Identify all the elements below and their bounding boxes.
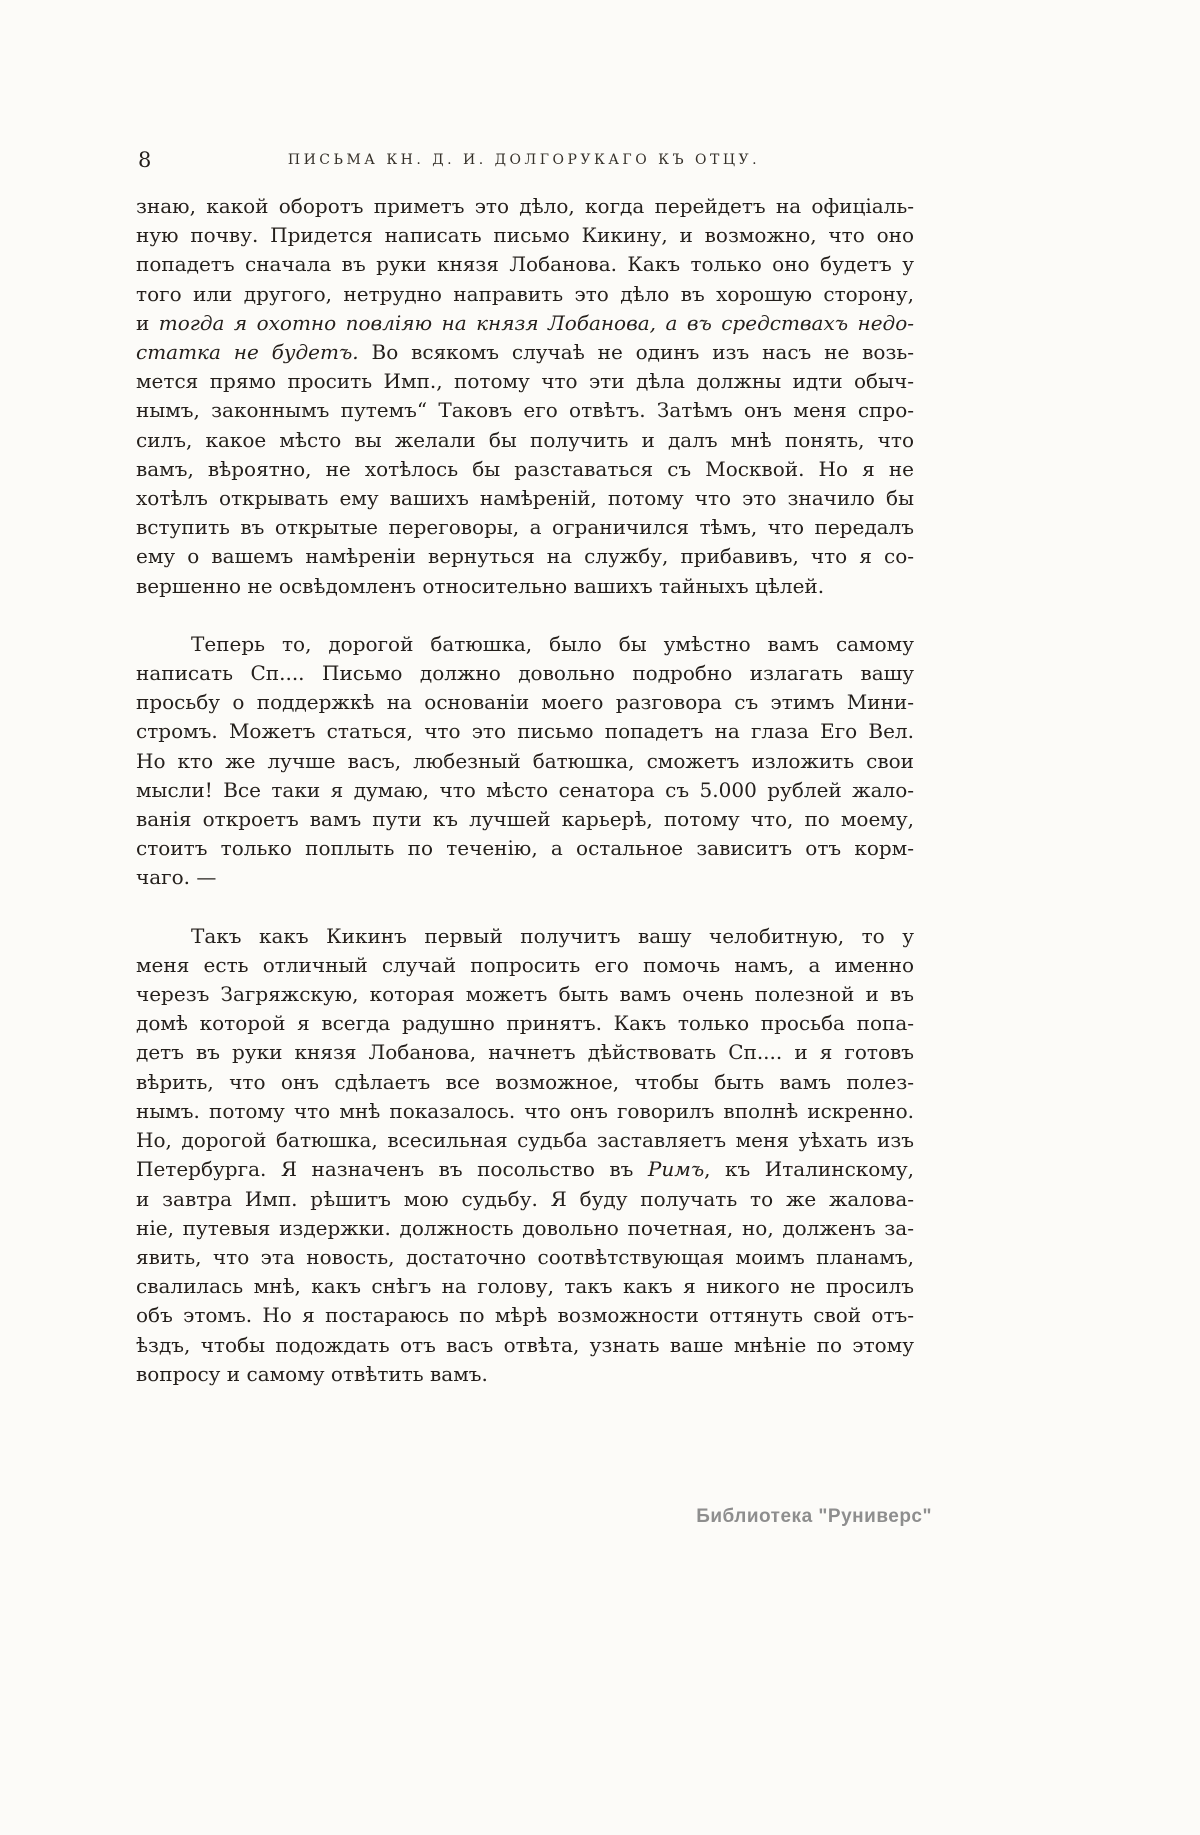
text-line: ѣздъ, чтобы подождать отъ васъ отвѣта, узнать ваше мнѣніе по этому <box>136 1332 914 1357</box>
text-line: ванія откроетъ вамъ пути къ лучшей карьерѣ, потому что, по моему, <box>136 807 914 832</box>
page-number: 8 <box>138 148 152 172</box>
text-line: вѣрить, что онъ сдѣлаетъ все возможное, чтобы быть вамъ полез- <box>136 1069 914 1094</box>
paragraph <box>136 630 914 893</box>
paragraph <box>136 922 914 1389</box>
text-line: детъ въ руки князя Лобанова, начнетъ дѣйствовать Сп.... и я готовъ <box>136 1040 914 1065</box>
text-line: стромъ. Можетъ статься, что это письмо попадетъ на глаза Его Вел. <box>136 719 914 744</box>
text-line: вершенно не освѣдомленъ относительно вашихъ тайныхъ цѣлей. <box>136 573 825 598</box>
text-line: нымъ. потому что мнѣ показалось. что онъ говорилъ вполнѣ искренно. <box>136 1098 914 1123</box>
text-line: и тогда я охотно повліяю на князя Лобанова, а въ средствахъ недо- <box>136 310 914 335</box>
text-line: Такъ какъ Кикинъ первый получитъ вашу челобитную, то у <box>191 923 914 948</box>
text-line: Но кто же лучше васъ, любезный батюшка, сможетъ изложить свои <box>136 748 914 773</box>
text-block <box>136 192 914 1389</box>
text-line: хотѣлъ открывать ему вашихъ намѣреній, потому что это значило бы <box>136 486 914 511</box>
library-watermark: Библиотека "Руниверс" <box>696 1506 932 1527</box>
text-line: Теперь то, дорогой батюшка, было бы умѣстно вамъ самому <box>191 631 914 656</box>
text-line: явить, что эта новость, достаточно соотвѣтствующая моимъ планамъ, <box>136 1244 914 1269</box>
page-header <box>136 148 912 174</box>
text-line: черезъ Загряжскую, которая можетъ быть вамъ очень полезной и въ <box>136 982 914 1007</box>
text-line: свалилась мнѣ, какъ снѣгъ на голову, такъ какъ я никого не просилъ <box>136 1274 914 1299</box>
text-line: домѣ которой я всегда радушно принятъ. Какъ только просьба попа- <box>136 1011 914 1036</box>
text-line: нымъ, законнымъ путемъ“ Таковъ его отвѣтъ. Затѣмъ онъ меня спро- <box>136 398 914 423</box>
paragraph <box>136 192 914 601</box>
running-head: ПИСЬМА КН. Д. И. ДОЛГОРУКАГО КЪ ОТЦУ. <box>287 152 761 168</box>
text-line: Петербурга. Я назначенъ въ посольство въ Римъ, къ Италинскому, <box>136 1157 914 1182</box>
text-line: объ этомъ. Но я постараюсь по мѣрѣ возможности оттянуть свой отъ- <box>136 1303 914 1328</box>
text-line: статка не будетъ. Во всякомъ случаѣ не одинъ изъ насъ не возь- <box>136 340 914 365</box>
text-line: попадетъ сначала въ руки князя Лобанова. Какъ только оно будетъ у <box>136 252 914 277</box>
text-line: того или другого, нетрудно направить это дѣло въ хорошую сторону, <box>136 281 914 306</box>
text-line: ему о вашемъ намѣреніи вернуться на службу, прибавивъ, что я со- <box>136 544 914 569</box>
text-line: мется прямо просить Имп., потому что эти дѣла должны идти обыч- <box>136 369 914 394</box>
text-line: вамъ, вѣроятно, не хотѣлось бы разставаться съ Москвой. Но я не <box>136 456 914 481</box>
text-line: вступить въ открытые переговоры, а ограничился тѣмъ, что передалъ <box>136 515 914 540</box>
text-line: мысли! Все таки я думаю, что мѣсто сенатора съ 5.000 рублей жало- <box>136 777 914 802</box>
text-line: и завтра Имп. рѣшитъ мою судьбу. Я буду получать то же жалова- <box>136 1186 914 1211</box>
text-line: чаго. — <box>136 865 217 890</box>
text-line: вопросу и самому отвѣтить вамъ. <box>136 1361 488 1386</box>
text-line: ную почву. Придется написать письмо Кикину, и возможно, что оно <box>136 223 914 248</box>
text-line: просьбу о поддержкѣ на основаніи моего разговора съ этимъ Мини- <box>136 690 914 715</box>
text-line: меня есть отличный случай попросить его помочь намъ, а именно <box>136 952 914 977</box>
text-line: написать Сп.... Письмо должно довольно подробно излагать вашу <box>136 661 914 686</box>
text-line: ніе, путевыя издержки. должность довольно почетная, но, долженъ за- <box>136 1215 914 1240</box>
text-line: силъ, какое мѣсто вы желали бы получить и далъ мнѣ понять, что <box>136 427 914 452</box>
text-line: знаю, какой оборотъ приметъ это дѣло, когда перейдетъ на офиціаль- <box>136 194 914 218</box>
text-line: стоитъ только поплыть по теченію, а остальное зависитъ отъ корм- <box>136 836 914 861</box>
text-line: Но, дорогой батюшка, всесильная судьба заставляетъ меня уѣхать изъ <box>136 1128 914 1153</box>
